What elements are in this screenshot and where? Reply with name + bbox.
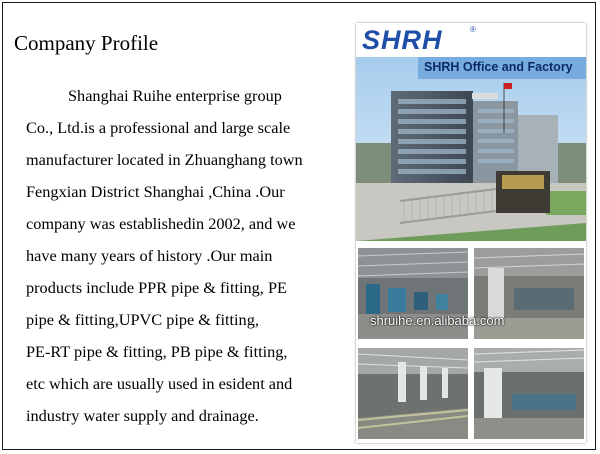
description-line: Shanghai Ruihe enterprise group bbox=[68, 86, 282, 105]
page-title: Company Profile bbox=[14, 31, 159, 55]
factory-photo-grid bbox=[358, 248, 584, 440]
description-line: company was establishedin 2002, and we bbox=[26, 214, 296, 233]
description-line: have many years of history .Our main bbox=[26, 246, 273, 265]
company-description bbox=[26, 80, 351, 432]
company-logo: SHRH bbox=[362, 25, 443, 55]
description-line: pipe & fitting,UPVC pipe & fitting, bbox=[26, 310, 259, 329]
description-line: manufacturer located in Zhuanghang town bbox=[26, 150, 303, 169]
factory-interior-photo bbox=[358, 348, 468, 439]
description-line: PE-RT pipe & fitting, PB pipe & fitting, bbox=[26, 342, 288, 361]
office-factory-photo bbox=[356, 23, 586, 241]
hero-caption: SHRH Office and Factory bbox=[424, 60, 573, 74]
description-line: Co., Ltd.is a professional and large scale bbox=[26, 118, 291, 137]
factory-interior-photo bbox=[474, 348, 584, 439]
description-line: industry water supply and drainage. bbox=[26, 406, 259, 425]
registered-mark: ® bbox=[470, 25, 476, 34]
site-watermark: shruihe.en.alibaba.com bbox=[370, 313, 505, 328]
description-line: products include PPR pipe & fitting, PE bbox=[26, 278, 287, 297]
description-line: Fengxian District Shanghai ,China .Our bbox=[26, 182, 285, 201]
description-line: etc which are usually used in esident and bbox=[26, 374, 293, 393]
photo-collage bbox=[356, 23, 586, 443]
